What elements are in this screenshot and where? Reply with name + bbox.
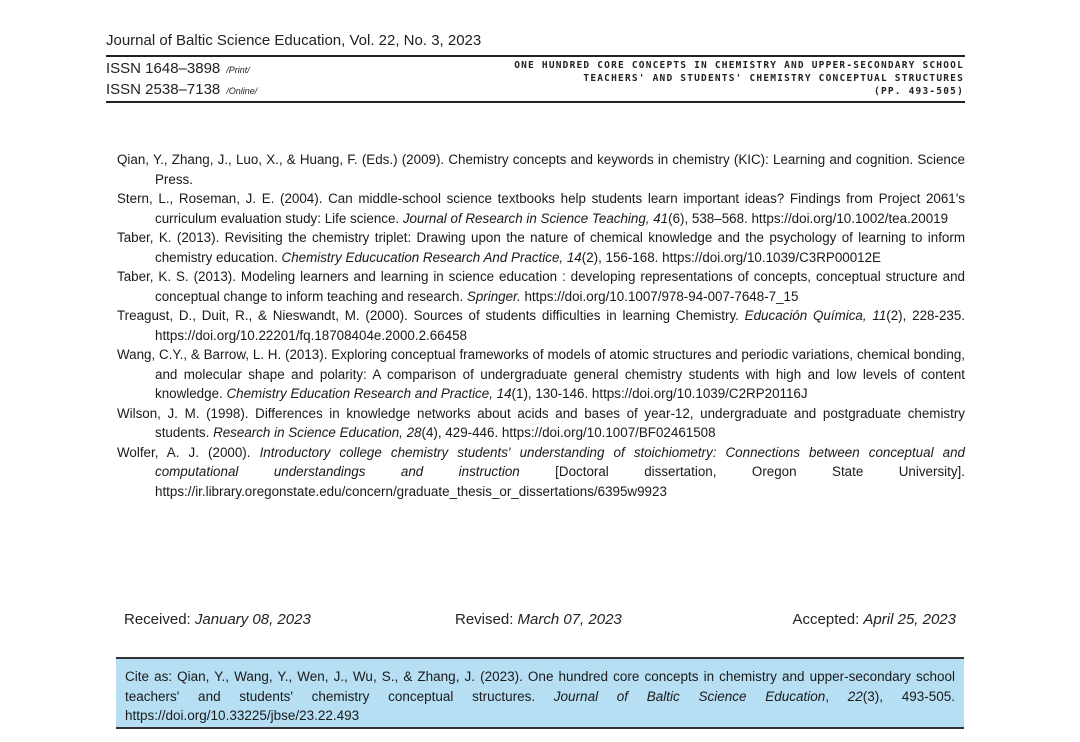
reference-item: Taber, K. (2013). Revisiting the chemistry triplet: Drawing upon the nature of chemical knowledge and the psychology of learning to inform chemistry education. Chemistry Educucation Research And Practice, 14(2), 156-168. https://doi.org/10.1039/C3RP00012E [117, 230, 965, 265]
reference-item: Stern, L., Roseman, J. E. (2004). Can middle-school science textbooks help students learn important ideas? Findings from Project 2061's curriculum evaluation study: Life science. Journal of Research in Science Teaching, 41(6), 538–568. https://doi.org/10.1002/tea.20019 [117, 191, 965, 226]
reference-item: Taber, K. S. (2013). Modeling learners and learning in science education : developing representations of concepts, conceptual structure and conceptual change to inform teaching and research. Springer. https://doi.org/10.1007/978-94-007-7648-7_15 [117, 269, 965, 304]
reference-item: Wilson, J. M. (1998). Differences in knowledge networks about acids and bases of year-12, undergraduate and postgraduate chemistry students. Research in Science Education, 28(4), 429-446. https://doi.org/10.1007/BF02461508 [117, 405, 965, 440]
reference-list [117, 150, 965, 501]
running-title [514, 59, 964, 98]
reference-item: Qian, Y., Zhang, J., Luo, X., & Huang, F. (Eds.) (2009). Chemistry concepts and keywords in chemistry (KIC): Learning and cognition. Science Press. [117, 152, 965, 187]
page-range: (PP. 493-505) [874, 86, 964, 97]
received-date: Received: January 08, 2023 [124, 611, 311, 628]
accepted-date: Accepted: April 25, 2023 [792, 611, 956, 628]
issn-print-tag: /Print/ [226, 65, 250, 75]
reference-item: Treagust, D., Duit, R., & Nieswandt, M. (2000). Sources of students difficulties in learning Chemistry. Educación Química, 11(2), 228-235. https://doi.org/10.22201/fq.18708404e.2000.2.66458 [117, 308, 966, 343]
issn-print [106, 60, 250, 77]
issn-print-number: ISSN 1648–3898 [106, 60, 221, 77]
running-title-line-1: ONE HUNDRED CORE CONCEPTS IN CHEMISTRY AND UPPER-SECONDARY SCHOOL [514, 60, 964, 71]
issn-online-tag: /Online/ [226, 86, 258, 96]
reference-item: Wolfer, A. J. (2000). Introductory college chemistry students' understanding of stoichiometry: Connections between conceptual and computational understandings and instruction [Doctoral dissertation, Oregon State University]. https://ir.library.oregonstate.edu/concern/graduate_thesis_or_dissertations/6395w9923 [117, 444, 965, 499]
issn-online [106, 81, 257, 98]
header-rule-bottom [106, 101, 965, 103]
issn-online-number: ISSN 2538–7138 [106, 81, 221, 98]
running-title-line-2: TEACHERS' AND STUDENTS' CHEMISTRY CONCEPTUAL STRUCTURES [583, 73, 964, 84]
cite-as-box: Cite as: Qian, Y., Wang, Y., Wen, J., Wu, S., & Zhang, J. (2023). One hundred core concepts in chemistry and upper-secondary school teachers' and students' chemistry conceptual structures. Journal of Baltic Science Education, 22(3), 493-505. https://doi.org/10.33225/jbse/23.22.493 [116, 657, 964, 729]
header-rule-top [106, 55, 965, 57]
reference-item: Wang, C.Y., & Barrow, L. H. (2013). Exploring conceptual frameworks of models of atomic structures and periodic variations, chemical bonding, and molecular shape and polarity: A comparison of undergraduate general chemistry students with high and low levels of content knowledge. Chemistry Education Research and Practice, 14(1), 130-146. https://doi.org/10.1039/C2RP20116J [117, 347, 965, 401]
journal-title: Journal of Baltic Science Education, Vol. 22, No. 3, 2023 [106, 32, 482, 49]
revised-date: Revised: March 07, 2023 [455, 611, 622, 628]
